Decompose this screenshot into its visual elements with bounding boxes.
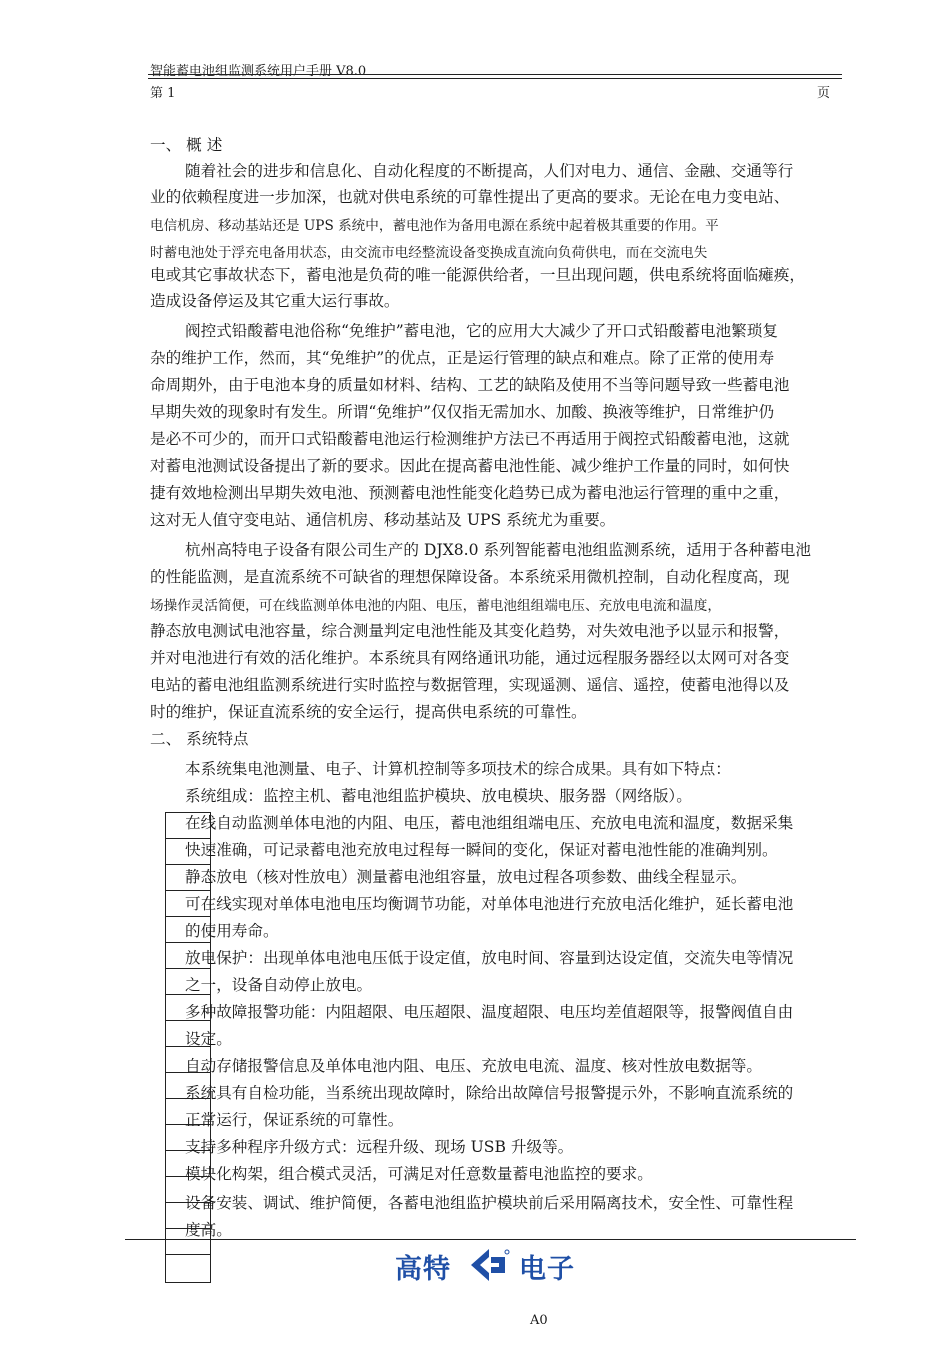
section-heading-features: 二、 系统特点 [150,730,249,748]
feature-line: 模块化构架，组合模式灵活，可满足对任意数量蓄电池监控的要求。 [185,1165,653,1183]
feature-line: 设备安装、调试、维护简便，各蓄电池组监护模块前后采用隔离技术，安全性、可靠性程 [185,1194,794,1212]
feature-line: 放电保护：出现单体电池电压低于设定值，放电时间、容量到达设定值，交流失电等情况 [185,949,794,967]
paragraph-line: 电或其它事故状态下，蓄电池是负荷的唯一能源供给者，一旦出现问题，供电系统将面临瘫痪， [150,266,805,284]
paragraph-line: 造成设备停运及其它重大运行事故。 [150,292,400,310]
header-page-suffix: 页 [817,86,831,101]
page-number: A0 [530,1313,548,1328]
header-title: 智能蓄电池组监测系统用户手册 V8.0 [150,64,367,79]
header-rule-second [148,78,842,79]
paragraph-line: 随着社会的进步和信息化、自动化程度的不断提高，人们对电力、通信、金融、交通等行 [185,162,794,180]
paragraph-line: 命周期外，由于电池本身的质量如材料、结构、工艺的缺陷及使用不当等问题导致一些蓄电池 [150,376,790,394]
feature-line: 度高。 [185,1221,232,1239]
paragraph-line: 这对无人值守变电站、通信机房、移动基站及 UPS 系统尤为重要。 [150,511,616,529]
paragraph-line: 是必不可少的，而开口式铅酸蓄电池运行检测维护方法已不再适用于阀控式铅酸蓄电池，这就 [150,430,790,448]
feature-line: 可在线实现对单体电池电压均衡调节功能，对单体电池进行充放电活化维护，延长蓄电池 [185,895,794,913]
grid-cell [165,1254,211,1283]
paragraph-line: 场操作灵活简便，可在线监测单体电池的内阻、电压，蓄电池组组端电压、充放电电流和温度， [150,598,721,614]
footer-rule [125,1239,856,1240]
feature-line: 正常运行，保证系统的可靠性。 [185,1111,404,1129]
feature-line: 静态放电（核对性放电）测量蓄电池组容量，放电过程各项参数、曲线全程显示。 [185,868,747,886]
feature-line: 快速准确，可记录蓄电池充放电过程每一瞬间的变化，保证对蓄电池性能的准确判别。 [185,841,778,859]
paragraph-line: 捷有效地检测出早期失效电池、预测蓄电池性能变化趋势已成为蓄电池运行管理的重中之重， [150,484,790,502]
feature-line: 在线自动监测单体电池的内阻、电压，蓄电池组组端电压、充放电电流和温度，数据采集 [185,814,794,832]
company-logo [395,1243,585,1287]
feature-line: 系统具有自检功能，当系统出现故障时，除给出故障信号报警提示外，不影响直流系统的 [185,1084,794,1102]
header-page-label: 第 1 [150,86,176,101]
paragraph-line: 并对电池进行有效的活化维护。本系统具有网络通讯功能，通过远程服务器经以太网可对各变 [150,649,790,667]
paragraph-line: 时的维护，保证直流系统的安全运行，提高供电系统的可靠性。 [150,703,587,721]
logo-text-left: 高特 [395,1254,451,1285]
paragraph-line: 杭州高特电子设备有限公司生产的 DJX8.0 系列智能蓄电池组监测系统，适用于各种蓄电池 [185,541,811,559]
paragraph-line: 业的依赖程度进一步加深，也就对供电系统的可靠性提出了更高的要求。无论在电力变电站、 [150,188,790,206]
feature-line: 自动存储报警信息及单体电池内阻、电压、充放电电流、温度、核对性放电数据等。 [185,1057,762,1075]
feature-line: 支持多种程序升级方式：远程升级、现场 USB 升级等。 [185,1138,574,1156]
paragraph-line: 对蓄电池测试设备提出了新的要求。因此在提高蓄电池性能、减少维护工作量的同时，如何快 [150,457,790,475]
paragraph-line: 时蓄电池处于浮充电备用状态，由交流市电经整流设备变换成直流向负荷供电，而在交流电失 [150,245,708,261]
paragraph-line: 杂的维护工作，然而，其“免维护”的优点，正是运行管理的缺点和难点。除了正常的使用寿 [150,349,775,367]
logo-mark-icon [465,1247,511,1283]
feature-line: 多种故障报警功能：内阻超限、电压超限、温度超限、电压均差值超限等，报警阀值自由 [185,1003,794,1021]
paragraph-line: 电信机房、移动基站还是 UPS 系统中，蓄电池作为备用电源在系统中起着极其重要的作用。平 [150,218,719,234]
header-rule [148,74,842,75]
paragraph-line: 阀控式铅酸蓄电池俗称“免维护”蓄电池，它的应用大大减少了开口式铅酸蓄电池繁琐复 [185,322,778,340]
paragraph-line: 的性能监测，是直流系统不可缺省的理想保障设备。本系统采用微机控制，自动化程度高，现 [150,568,790,586]
paragraph-line: 本系统集电池测量、电子、计算机控制等多项技术的综合成果。具有如下特点： [185,760,731,778]
feature-line: 之一，设备自动停止放电。 [185,976,373,994]
feature-line: 的使用寿命。 [185,922,279,940]
logo-text-right: 电子 [519,1254,575,1285]
feature-line: 系统组成：监控主机、蓄电池组监护模块、放电模块、服务器（网络版）。 [185,787,692,805]
paragraph-line: 静态放电测试电池容量，综合测量判定电池性能及其变化趋势，对失效电池予以显示和报警， [150,622,790,640]
section-heading-overview: 一、 概 述 [150,136,223,154]
paragraph-line: 电站的蓄电池组监测系统进行实时监控与数据管理，实现遥测、遥信、遥控，使蓄电池得以及 [150,676,790,694]
feature-line: 设定。 [185,1030,232,1048]
paragraph-line: 早期失效的现象时有发生。所谓“免维护”仅仅指无需加水、加酸、换液等维护，日常维护仍 [150,403,775,421]
